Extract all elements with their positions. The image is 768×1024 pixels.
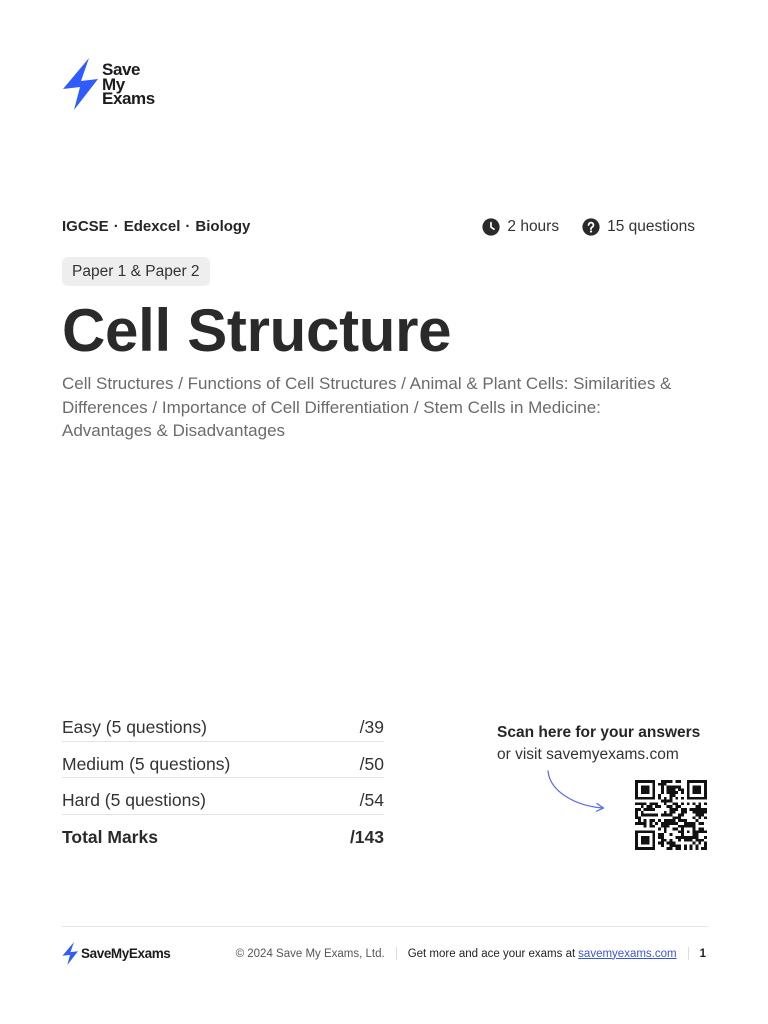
exam-board-label: Edexcel	[123, 218, 181, 235]
answers-heading: Scan here for your answers	[497, 724, 701, 741]
footer-info	[236, 947, 708, 960]
marks-row-label: Hard (5 questions)	[62, 790, 206, 810]
footer-separator	[688, 947, 689, 960]
qualification-label: IGCSE	[62, 218, 109, 235]
breadcrumb-separator: ·	[185, 218, 191, 235]
qr-modules	[635, 780, 707, 850]
answers-subtext: or visit savemyexams.com	[497, 746, 679, 763]
question-icon	[582, 218, 600, 236]
logo-wordmark	[102, 60, 155, 109]
promo-text: Get more and ace your exams at	[407, 947, 576, 960]
page-title: Cell Structure	[62, 297, 452, 364]
marks-row-easy	[62, 705, 384, 742]
footer-divider	[62, 926, 708, 927]
marks-row-hard	[62, 778, 384, 815]
marks-row-medium	[62, 742, 384, 779]
marks-row-label: Medium (5 questions)	[62, 753, 231, 774]
footer-brand	[62, 942, 170, 965]
marks-row-total	[62, 815, 384, 851]
marks-row-value: /54	[359, 790, 384, 810]
lightning-bolt-icon	[62, 58, 98, 110]
subject-label: Biology	[195, 218, 251, 235]
brand-logo	[62, 58, 162, 112]
footer-separator	[396, 947, 397, 960]
total-marks-value: /143	[349, 826, 384, 847]
marks-row-value: /50	[359, 753, 384, 774]
bolt-shape	[63, 58, 98, 110]
paper-badge: Paper 1 & Paper 2	[62, 257, 210, 286]
bolt-shape	[62, 942, 77, 965]
arrow-stroke	[548, 771, 603, 808]
duration-label: 2 hours	[507, 218, 560, 235]
page-number: 1	[699, 947, 706, 960]
breadcrumb-separator: ·	[113, 218, 119, 235]
footer	[62, 942, 708, 965]
website-link[interactable]: savemyexams.com	[578, 947, 677, 960]
meta-row	[62, 217, 695, 237]
marks-row-value: /39	[359, 717, 384, 737]
qr-code-icon	[635, 780, 707, 850]
footer-promo	[408, 948, 677, 960]
logo-line-exams: Exams	[102, 89, 155, 109]
exam-stats	[482, 217, 695, 237]
marks-row-label: Easy (5 questions)	[62, 717, 207, 737]
breadcrumb	[62, 217, 250, 237]
total-marks-label: Total Marks	[62, 826, 158, 847]
logo-line-my: My	[102, 74, 125, 94]
footer-brand-name: SaveMyExams	[81, 946, 171, 961]
lightning-bolt-icon	[62, 942, 78, 965]
copyright-text: © 2024 Save My Exams, Ltd.	[235, 947, 385, 960]
marks-table	[62, 705, 384, 850]
logo-line-save: Save	[102, 60, 141, 79]
question-count-label: 15 questions	[607, 218, 695, 235]
topic-list: Cell Structures / Functions of Cell Structures / Animal & Plant Cells: Similarities & Differences / Importance of Cell Differentiation / Stem Cells in Medicine: Advantages & Disadvantages	[62, 374, 672, 440]
curved-arrow-icon	[540, 764, 612, 814]
answers-callout	[497, 722, 712, 766]
clock-icon	[482, 218, 500, 236]
